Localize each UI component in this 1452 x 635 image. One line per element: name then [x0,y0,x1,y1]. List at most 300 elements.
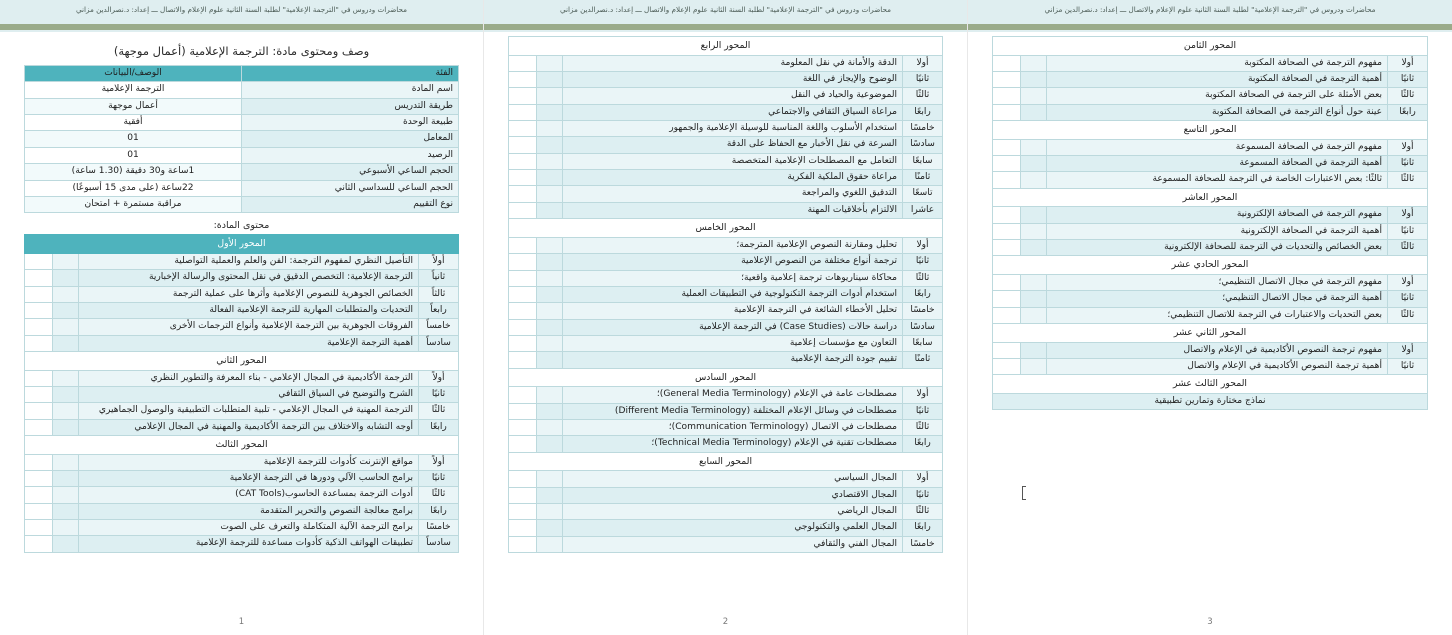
item-ordinal: ثامنًا [903,170,943,186]
spacer-cell [993,240,1021,256]
spacer-cell [1021,88,1047,104]
item-text: استخدام الأسلوب واللغة المناسبة للوسيلة الإعلامية والجمهور [563,121,903,137]
item-text: نماذج مختارة وتمارين تطبيقية [993,394,1428,410]
table-row [509,153,943,169]
spacer-cell [25,520,53,536]
section-heading-row [993,121,1428,140]
section-heading-row [509,368,943,387]
spacer-cell [993,156,1021,172]
item-text: مصطلحات في وسائل الإعلام المختلفة (Different Media Terminology) [563,403,903,419]
item-ordinal: ثانيًا [419,386,459,402]
spacer-cell [993,71,1021,87]
item-ordinal: ثالثًا [903,88,943,104]
spacer-cell [537,504,563,520]
table-row [25,115,459,131]
content-table-page3 [992,36,1428,410]
info-category: المعامل [242,131,459,147]
content-table-page2 [508,36,943,553]
table-row [509,55,943,71]
header-text: محاضرات ودروس في "الترجمة الإعلامية" لطلبة السنة الثانية علوم الإعلام والاتصال ـــ إعداد: د.نصرالدين مزاني [1044,5,1376,14]
spacer-cell [1021,139,1047,155]
item-text: أهمية الترجمة الإعلامية [79,335,419,351]
spacer-cell [509,237,537,253]
spacer-cell [537,286,563,302]
item-text: أهمية الترجمة في الصحافة الإلكترونية [1047,223,1388,239]
table-row [993,359,1428,375]
spacer-cell [537,55,563,71]
spacer-cell [993,359,1021,375]
item-text: الخصائص الجوهرية للنصوص الإعلامية وأثرها على عملية الترجمة [79,286,419,302]
section-heading-row [25,436,459,455]
document-page-2 [484,0,968,635]
spacer-cell [537,387,563,403]
spacer-cell [1021,71,1047,87]
table-row [25,131,459,147]
info-value: أعمال موجهة [25,98,242,114]
item-ordinal: سابعًا [903,335,943,351]
item-ordinal: ثالثًا [903,504,943,520]
spacer-cell [25,487,53,503]
spacer-cell [53,536,79,552]
table-row [509,186,943,202]
spacer-cell [537,137,563,153]
item-ordinal: خامسًا [903,536,943,552]
spacer-cell [1021,55,1047,71]
table-row [993,291,1428,307]
spacer-cell [25,454,53,470]
spacer-cell [537,104,563,120]
item-text: التحديات والمتطلبات المهارية للترجمة الإعلامية الفعالة [79,302,419,318]
table-row [509,536,943,552]
item-text: السرعة في نقل الأخبار مع الحفاظ على الدقة [563,137,903,153]
document-page-3 [968,0,1452,635]
item-ordinal: خامسًا [419,520,459,536]
spacer-cell [509,170,537,186]
spacer-cell [537,71,563,87]
spacer-cell [509,71,537,87]
item-ordinal: أولاً [419,370,459,386]
section-heading-row [509,37,943,56]
spacer-cell [509,202,537,218]
item-text: برامج الترجمة الآلية المتكاملة والتعرف على الصوت [79,520,419,536]
page-number-3: 3 [1207,617,1213,627]
table-row [25,370,459,386]
table-row [993,307,1428,323]
table-row [25,180,459,196]
item-ordinal: أولا [1388,55,1428,71]
spacer-cell [509,254,537,270]
item-text: ترجمة أنواع مختلفة من النصوص الإعلامية [563,254,903,270]
table-row [509,121,943,137]
spacer-cell [509,436,537,452]
spacer-cell [509,303,537,319]
info-category: نوع التقييم [242,196,459,212]
item-text: أهمية الترجمة في الصحافة المسموعة [1047,156,1388,172]
spacer-cell [537,237,563,253]
course-info-table [24,65,459,213]
item-ordinal: رابعًا [419,503,459,519]
info-category: طريقة التدريس [242,98,459,114]
table-row [25,386,459,402]
page-body-1 [24,36,459,601]
section-title: المحور الثاني [25,352,459,371]
section-heading-row [25,352,459,371]
item-ordinal: ثالثًا [1388,240,1428,256]
table-row [25,503,459,519]
item-text: مراعاة السياق الثقافي والاجتماعي [563,104,903,120]
table-row [993,207,1428,223]
table-row [993,342,1428,358]
content-label: محتوى المادة: [213,220,270,232]
spacer-cell [537,487,563,503]
item-ordinal: ثالثًا [1388,172,1428,188]
info-value: الترجمة الإعلامية [25,82,242,98]
table-row [509,104,943,120]
table-row [993,156,1428,172]
item-ordinal: ثانيًا [903,403,943,419]
spacer-cell [25,403,53,419]
spacer-cell [1021,291,1047,307]
item-ordinal: أولاً [419,253,459,269]
item-ordinal: ثانيًا [1388,223,1428,239]
item-ordinal: ثالثًا [903,270,943,286]
document-page-1 [0,0,484,635]
spacer-cell [25,253,53,269]
spacer-cell [25,335,53,351]
spacer-cell [509,55,537,71]
section-heading-row [25,235,459,254]
item-ordinal: سادساً [419,335,459,351]
header-rule [968,24,1452,30]
item-ordinal: عاشرا [903,202,943,218]
spacer-cell [53,370,79,386]
text-cursor [1022,486,1023,500]
table-row [25,147,459,163]
table-row [993,55,1428,71]
item-ordinal: سادساً [419,536,459,552]
spacer-cell [993,55,1021,71]
spacer-cell [509,137,537,153]
item-ordinal: ثالثًا [1388,307,1428,323]
item-ordinal: ثانيًا [1388,71,1428,87]
item-ordinal: ثانيًا [419,471,459,487]
col-header-value: الوصف/البيانات [25,66,242,82]
spacer-cell [509,352,537,368]
section-title: المحور الثالث [25,436,459,455]
item-text: مصطلحات عامة في الإعلام (General Media Terminology)؛ [563,387,903,403]
table-row [25,319,459,335]
item-text: مفهوم الترجمة في الصحافة الإلكترونية [1047,207,1388,223]
item-text: الترجمة الإعلامية: التخصص الدقيق في نقل المحتوى والرسالة الإخبارية [79,270,419,286]
spacer-cell [537,319,563,335]
info-value: 01 [25,131,242,147]
spacer-cell [1021,172,1047,188]
spacer-cell [537,121,563,137]
spacer-cell [53,503,79,519]
item-text: محاكاة سيناريوهات ترجمة إعلامية واقعية؛ [563,270,903,286]
item-text: ثالثًا: بعض الاعتبارات الخاصة في الترجمة للصحافة المسموعة [1047,172,1388,188]
item-ordinal: ثالثًا [419,403,459,419]
item-text: الدقة والأمانة في نقل المعلومة [563,55,903,71]
spacer-cell [53,286,79,302]
spacer-cell [53,302,79,318]
item-text: مفهوم الترجمة في الصحافة المكتوبة [1047,55,1388,71]
header-rule [484,24,967,30]
table-row [25,471,459,487]
item-text: الوضوح والإيجاز في اللغة [563,71,903,87]
table-row [509,286,943,302]
info-category: طبيعة الوحدة [242,115,459,131]
item-text: المجال الرياضي [563,504,903,520]
section-heading-row [509,452,943,471]
spacer-cell [25,419,53,435]
table-row [25,403,459,419]
item-text: دراسة حالات (Case Studies) في الترجمة الإعلامية [563,319,903,335]
item-ordinal: أولا [1388,139,1428,155]
item-ordinal: سادسًا [903,319,943,335]
spacer-cell [509,104,537,120]
item-ordinal: تاسعًا [903,186,943,202]
table-row [25,520,459,536]
spacer-cell [509,471,537,487]
table-row [509,202,943,218]
table-row [509,504,943,520]
item-text: تقييم جودة الترجمة الإعلامية [563,352,903,368]
spacer-cell [537,471,563,487]
item-ordinal: ثانيًا [903,487,943,503]
item-ordinal: أولا [903,471,943,487]
table-row [509,88,943,104]
item-text: الالتزام بأخلاقيات المهنة [563,202,903,218]
item-text: أوجه التشابه والاختلاف بين الترجمة الأكاديمية والمهنية في المجال الإعلامي [79,419,419,435]
section-title: المحور الأول [25,235,459,254]
spacer-cell [537,536,563,552]
item-text: عينة حول أنواع الترجمة في الصحافة المكتوبة [1047,104,1388,120]
spacer-cell [537,170,563,186]
spacer-cell [509,520,537,536]
spacer-cell [53,386,79,402]
table-row [509,254,943,270]
item-ordinal: ثالثًا [419,487,459,503]
item-ordinal: خامساً [419,319,459,335]
item-ordinal: ثالثًا [903,420,943,436]
item-ordinal: رابعًا [419,419,459,435]
item-ordinal: ثانيًا [903,71,943,87]
section-heading-row [993,37,1428,56]
page-number-1: 1 [238,617,245,627]
spacer-cell [509,270,537,286]
table-row [509,71,943,87]
table-row [509,170,943,186]
item-ordinal: رابعاً [419,302,459,318]
spacer-cell [509,186,537,202]
item-text: مفهوم ترجمة النصوص الأكاديمية في الإعلام والاتصال [1047,342,1388,358]
item-text: الفروقات الجوهرية بين الترجمة الإعلامية وأنواع الترجمات الأخرى [79,319,419,335]
spacer-cell [537,202,563,218]
item-text: مفهوم الترجمة في الصحافة المسموعة [1047,139,1388,155]
item-text: المجال العلمي والتكنولوجي [563,520,903,536]
section-heading-row [993,375,1428,394]
table-row [509,403,943,419]
item-ordinal: ثالثًا [1388,88,1428,104]
table-row [509,137,943,153]
item-text: برامج معالجة النصوص والتحرير المتقدمة [79,503,419,519]
table-row [509,303,943,319]
table-row [509,270,943,286]
item-ordinal: ثالثاً [419,286,459,302]
item-ordinal: ثانيًا [1388,156,1428,172]
item-ordinal: رابعًا [903,436,943,452]
info-value: 01 [25,147,242,163]
item-ordinal: أولا [903,55,943,71]
page-header-3 [968,0,1452,32]
section-title: المحور العاشر [993,188,1428,207]
page-body-3 [992,36,1428,601]
table-row [25,536,459,552]
spacer-cell [1021,359,1047,375]
item-ordinal: ثانيًا [1388,359,1428,375]
spacer-cell [993,104,1021,120]
item-text: برامج الحاسب الآلي ودورها في الترجمة الإعلامية [79,471,419,487]
table-row [25,302,459,318]
spacer-cell [537,186,563,202]
spacer-cell [1021,275,1047,291]
spacer-cell [53,403,79,419]
spacer-cell [509,286,537,302]
spacer-cell [53,270,79,286]
spacer-cell [537,352,563,368]
item-ordinal: ثانيًا [903,254,943,270]
table-row [993,139,1428,155]
spacer-cell [537,420,563,436]
table-row [25,286,459,302]
table-row [509,520,943,536]
item-ordinal: أولا [1388,207,1428,223]
section-title: المحور الخامس [509,219,943,238]
table-row [509,335,943,351]
spacer-cell [509,335,537,351]
spacer-cell [509,121,537,137]
item-text: بعض التحديات والاعتبارات في الترجمة للاتصال التنظيمي؛ [1047,307,1388,323]
section-title: المحور السادس [509,368,943,387]
section-title: المحور الحادي عشر [993,256,1428,275]
table-row [509,319,943,335]
item-text: تحليل ومقارنة النصوص الإعلامية المترجمة؛ [563,237,903,253]
spacer-cell [53,520,79,536]
table-row [25,82,459,98]
spacer-cell [993,275,1021,291]
info-category: اسم المادة [242,82,459,98]
table-row [993,71,1428,87]
item-text: استخدام أدوات الترجمة التكنولوجية في التطبيقات العملية [563,286,903,302]
spacer-cell [993,139,1021,155]
spacer-cell [993,342,1021,358]
table-row [509,436,943,452]
item-ordinal: رابعًا [903,104,943,120]
item-text: المجال الفني والثقافي [563,536,903,552]
item-ordinal: سادسًا [903,137,943,153]
item-ordinal: أولا [1388,342,1428,358]
table-row [509,471,943,487]
info-category: الحجم الساعي الأسبوعي [242,164,459,180]
section-heading-row [993,324,1428,343]
item-ordinal: أولا [1388,275,1428,291]
spacer-cell [509,420,537,436]
spacer-cell [993,88,1021,104]
item-ordinal: رابعًا [903,520,943,536]
table-row [993,275,1428,291]
spacer-cell [509,536,537,552]
section-heading-row [509,219,943,238]
content-table-page1 [24,234,459,553]
item-text: أهمية ترجمة النصوص الأكاديمية في الإعلام والاتصال [1047,359,1388,375]
section-title: المحور الرابع [509,37,943,56]
spacer-cell [537,436,563,452]
table-row [25,98,459,114]
section-title: المحور التاسع [993,121,1428,140]
item-text: الموضوعية والحياد في النقل [563,88,903,104]
spacer-cell [993,172,1021,188]
spacer-cell [53,319,79,335]
spacer-cell [537,403,563,419]
table-row [25,164,459,180]
item-text: الشرح والتوضيح في السياق الثقافي [79,386,419,402]
table-row [25,454,459,470]
spacer-cell [53,335,79,351]
spacer-cell [509,487,537,503]
spacer-cell [53,253,79,269]
spacer-cell [53,487,79,503]
col-header-category: الفئة [242,66,459,82]
item-ordinal: ثانيًا [1388,291,1428,307]
spacer-cell [25,370,53,386]
spacer-cell [1021,307,1047,323]
spacer-cell [509,319,537,335]
page-header-2 [484,0,967,32]
item-text: بعض الأمثلة على الترجمة في الصحافة المكتوبة [1047,88,1388,104]
info-category: الرصيد [242,147,459,163]
spacer-cell [509,88,537,104]
spacer-cell [537,335,563,351]
table-row [993,172,1428,188]
spacer-cell [509,504,537,520]
table-row [993,88,1428,104]
item-text: المجال الاقتصادي [563,487,903,503]
info-value: مراقبة مستمرة + امتحان [25,196,242,212]
spacer-cell [25,471,53,487]
item-ordinal: سابعًا [903,153,943,169]
section-title: المحور الثامن [993,37,1428,56]
table-row [25,335,459,351]
spacer-cell [1021,156,1047,172]
spacer-cell [25,536,53,552]
spacer-cell [537,153,563,169]
item-ordinal: خامسًا [903,121,943,137]
item-ordinal: رابعًا [903,286,943,302]
section-title: المحور الثالث عشر [993,375,1428,394]
spacer-cell [53,471,79,487]
spacer-cell [25,386,53,402]
item-text: بعض الخصائص والتحديات في الترجمة للصحافة الإلكترونية [1047,240,1388,256]
item-text: الترجمة الأكاديمية في المجال الإعلامي - بناء المعرفة والتطوير النظري [79,370,419,386]
spacer-cell [53,454,79,470]
item-ordinal: رابعًا [1388,104,1428,120]
spacer-cell [537,303,563,319]
table-row [25,270,459,286]
header-text: محاضرات ودروس في "الترجمة الإعلامية" لطلبة السنة الثانية علوم الإعلام والاتصال ـــ إعداد: د.نصرالدين مزاني [75,5,407,14]
item-ordinal: ثانياً [419,270,459,286]
spacer-cell [1021,342,1047,358]
